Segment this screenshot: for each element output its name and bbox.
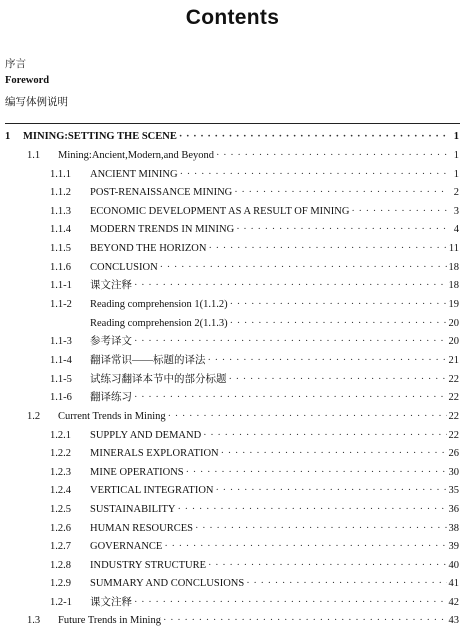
toc-entry-label: 课文注释 [90,280,132,291]
dot-leader [203,429,446,443]
toc-entry-number: 1.2.1 [50,430,71,441]
toc-entry-label: GOVERNANCE [90,541,163,552]
toc-entry[interactable] [0,130,459,144]
toc-entry[interactable] [0,261,459,275]
dot-leader [230,298,447,312]
dot-leader [351,205,447,219]
toc-entry-label: Current Trends in Mining [58,411,166,422]
toc-entry[interactable] [0,503,459,517]
toc-entry-number: 1.1-2 [50,299,72,310]
toc-entry-number: 1.2-1 [50,597,72,608]
dot-leader [234,186,447,200]
toc-entry-number: 1.3 [27,615,41,626]
toc-entry[interactable] [0,317,459,331]
toc-entry[interactable] [0,577,459,591]
toc-entry-page: 21 [448,355,459,366]
toc-entry-label: ANCIENT MINING [90,169,178,180]
toc-entry[interactable] [0,298,459,312]
toc-entry-number: 1.1-6 [50,392,72,403]
dot-leader [163,614,447,628]
toc-entry[interactable] [0,354,459,368]
toc-entry-number: 1.1-3 [50,336,72,347]
dot-leader [229,373,447,387]
toc-entry-label: BEYOND THE HORIZON [90,243,207,254]
toc-entry-number: 1.1.5 [50,243,71,254]
toc-entry-number: 1.2.8 [50,560,71,571]
toc-entry-page: 19 [448,299,459,310]
toc-entry-label: 翻译练习 [90,392,132,403]
dot-leader [221,447,447,461]
toc-entry-number: 1.1-1 [50,280,72,291]
toc-entry-page: 11 [448,243,459,254]
toc-entry-label: MINE OPERATIONS [90,467,184,478]
dot-leader [134,596,447,610]
toc-entry[interactable] [0,484,459,498]
toc-entry-number: 1.2.5 [50,504,71,515]
toc-entry-page: 39 [448,541,459,552]
dot-leader [230,317,447,331]
toc-entry-number: 1.2 [27,411,41,422]
toc-entry-label: Reading comprehension 1(1.1.2) [90,299,228,310]
toc-entry-label: 翻译常识——标题的译法 [90,355,206,366]
toc-entry-label: POST-RENAISSANCE MINING [90,187,233,198]
toc-entry-number: 1.2.4 [50,485,71,496]
toc-entry-label: SUSTAINABILITY [90,504,176,515]
toc-entry[interactable] [0,559,459,573]
toc-entry-label: ECONOMIC DEVELOPMENT AS A RESULT OF MINING [90,206,350,217]
toc-entry-page: 43 [448,615,459,626]
toc-entry-label: SUMMARY AND CONCLUSIONS [90,578,245,589]
toc-entry-number: 1.1.1 [50,169,71,180]
toc-entry-label: INDUSTRY STRUCTURE [90,560,206,571]
toc-entry-number: 1.2.7 [50,541,71,552]
front-preface[interactable]: 序言 [5,59,26,70]
toc-entry-label: MINERALS EXPLORATION [90,448,219,459]
toc-entry-number: 1.1-4 [50,355,72,366]
toc-entry-label: 课文注释 [90,597,132,608]
toc-entry[interactable] [0,522,459,536]
dot-leader [246,577,446,591]
toc-entry-page: 26 [448,448,459,459]
toc-entry-number: 1.2.9 [50,578,71,589]
toc-entry-number: 1.1.2 [50,187,71,198]
dot-leader [179,130,447,144]
toc-entry-number: 1 [5,131,11,142]
dot-leader [180,168,447,182]
toc-entry-label: 参考译文 [90,336,132,347]
toc-entry-page: 1 [453,150,459,161]
dot-leader [216,484,447,498]
toc-entry-label: 试练习翻译本节中的部分标题 [90,374,227,385]
dot-leader [178,503,447,517]
toc-entry[interactable] [0,205,459,219]
toc-entry-number: 1.2.3 [50,467,71,478]
toc-entry-page: 1 [453,131,459,142]
toc-entry-page: 22 [448,411,459,422]
dot-leader [168,410,447,424]
toc-entry[interactable] [0,242,459,256]
toc-entry-label: Mining:Ancient,Modern,and Beyond [58,150,215,161]
toc-entry[interactable] [0,596,459,610]
toc-entry[interactable] [0,614,459,628]
toc-entry-page: 38 [448,523,459,534]
toc-entry-label: Future Trends in Mining [58,615,161,626]
toc-entry-page: 18 [448,280,459,291]
toc-entry[interactable] [0,410,459,424]
page-title: Contents [185,6,280,29]
toc-entry-page: 22 [448,374,459,385]
toc-entry[interactable] [0,186,459,200]
toc-entry-page: 41 [448,578,459,589]
dot-leader [186,466,447,480]
toc-entry-number: 1.1 [27,150,41,161]
dot-leader [208,354,447,368]
toc-entry-number: 1.2.6 [50,523,71,534]
front-foreword[interactable]: Foreword [5,75,50,86]
dot-leader [134,335,447,349]
toc-entry-label: CONCLUSION [90,262,158,273]
toc-entry-page: 30 [448,467,459,478]
front-style-notes[interactable]: 编写体例说明 [5,97,68,108]
toc-entry[interactable] [0,149,459,163]
toc-entry-page: 4 [453,224,459,235]
toc-entry-page: 36 [448,504,459,515]
toc-entry-number: 1.1-5 [50,374,72,385]
toc-entry-label: MINING:SETTING THE SCENE [23,131,177,142]
toc-entry[interactable] [0,223,459,237]
toc-entry[interactable] [0,540,459,554]
toc-entry-page: 40 [448,560,459,571]
toc-entry[interactable] [0,279,459,293]
toc-entry[interactable] [0,168,459,182]
toc-entry-page: 2 [453,187,459,198]
toc-entry-label: SUPPLY AND DEMAND [90,430,202,441]
toc-entry[interactable] [0,335,459,349]
toc-entry-number: 1.2.2 [50,448,71,459]
toc-entry[interactable] [0,447,459,461]
toc-entry-number: 1.1.4 [50,224,71,235]
toc-entry-page: 20 [448,336,459,347]
toc-entry-page: 35 [448,485,459,496]
dot-leader [236,223,447,237]
dot-leader [216,149,447,163]
toc-entry-number: 1.1.3 [50,206,71,217]
toc-entry-page: 42 [448,597,459,608]
toc-entry-page: 22 [448,392,459,403]
toc-entry[interactable] [0,373,459,387]
toc-entry-number: 1.1.6 [50,262,71,273]
toc-entry-label: HUMAN RESOURCES [90,523,193,534]
toc-entry-label: VERTICAL INTEGRATION [90,485,214,496]
toc-entry[interactable] [0,391,459,405]
dot-leader [208,242,446,256]
dot-leader [164,540,446,554]
dot-leader [134,391,447,405]
toc-entry-page: 18 [448,262,459,273]
toc-entry-page: 22 [448,430,459,441]
dot-leader [208,559,447,573]
dot-leader [195,522,447,536]
toc-entry-label: MODERN TRENDS IN MINING [90,224,235,235]
dot-leader [134,279,447,293]
toc-entry-page: 1 [453,169,459,180]
dot-leader [160,261,447,275]
toc-entry-page: 20 [448,318,459,329]
toc-entry-label: Reading comprehension 2(1.1.3) [90,318,228,329]
divider [5,123,460,124]
toc-entry-page: 3 [453,206,459,217]
toc-entry[interactable] [0,429,459,443]
toc-entry[interactable] [0,466,459,480]
